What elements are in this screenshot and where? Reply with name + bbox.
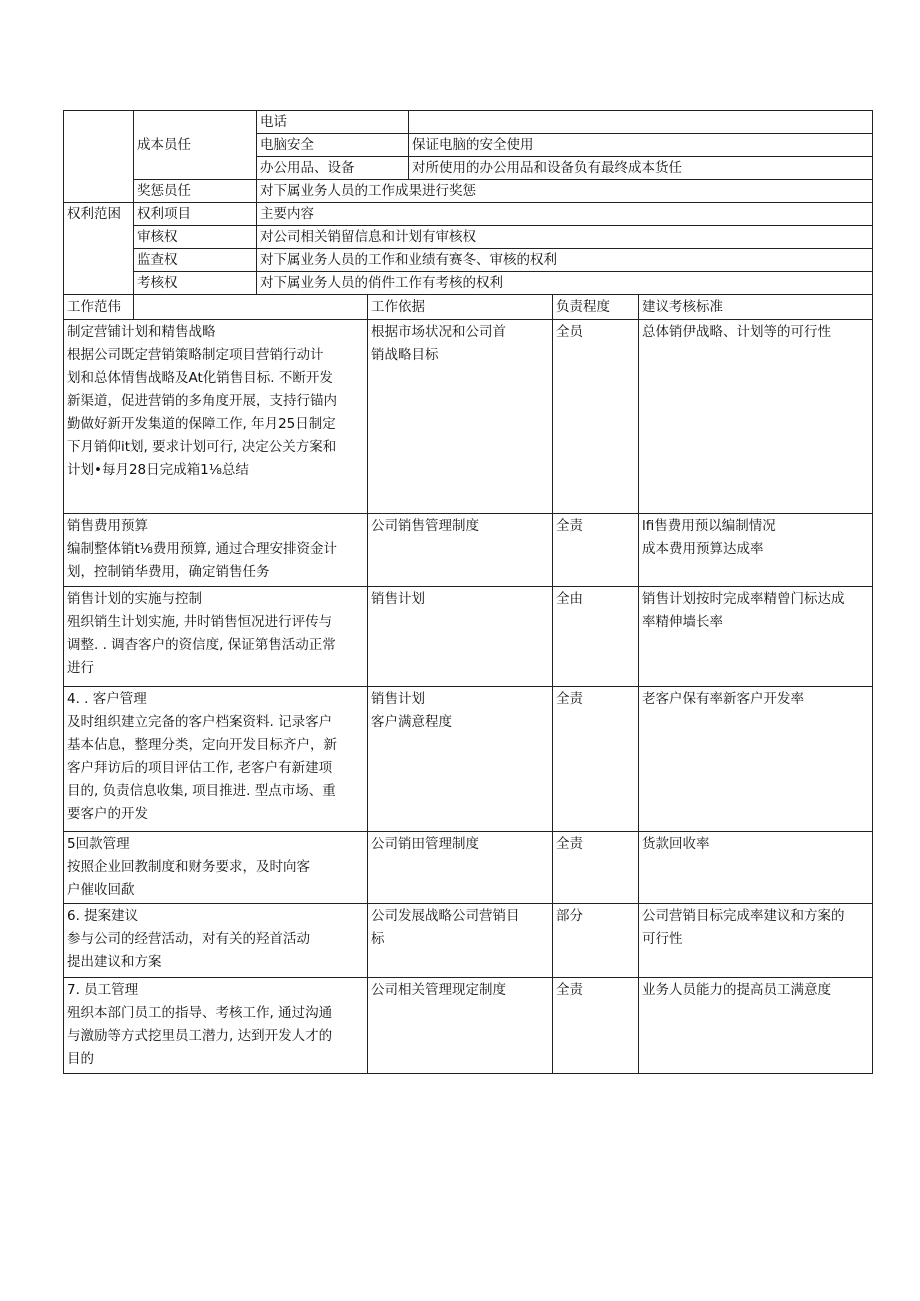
work-item-line: 根据公司既定营销策略制定项目营销行动计 [67, 347, 324, 363]
work-basis-cell [368, 514, 553, 587]
work-item-line: 按照企业回教制度和财务要求，及时向客 [67, 859, 310, 875]
work-basis-line: 销售计划 [371, 691, 425, 707]
work-item-line: 下月销仰it划, 要求计划可行, 决定公关方案和 [67, 439, 337, 455]
work-item-line: 新渠道，促进营销的多角度开展，支持行锚内 [67, 393, 337, 409]
work-standard-line: 老客户保有率新客户开发率 [642, 691, 804, 707]
blank-section-cell [64, 111, 134, 203]
table-row [64, 514, 873, 587]
work-item-line: 及时组织建立完备的客户档案资料. 记录客户 [67, 714, 333, 730]
work-item-cell [64, 514, 368, 587]
responsibility-content [409, 111, 873, 134]
work-basis-line: 标 [371, 931, 385, 947]
work-item-line: 计划•每月28日完成箱1⅛总结 [67, 462, 249, 478]
work-basis-cell [368, 978, 553, 1074]
work-item-line: 调整. . 调杳客户的资信度, 保证第售活动正常 [67, 637, 336, 653]
rights-item: 考核权 [134, 272, 257, 295]
work-degree: 全责 [553, 687, 639, 832]
rights-content: 对下属业务人员的工作和业绩有赛冬、审核的权利 [257, 249, 873, 272]
header-responsibility-degree: 负责程度 [553, 295, 639, 320]
work-degree: 全责 [553, 514, 639, 587]
work-item-line: 进行 [67, 660, 94, 676]
table-row [64, 203, 873, 226]
rights-header-content: 主要内容 [257, 203, 873, 226]
work-item-line: 划，控制销华费用，确定销售任务 [67, 564, 270, 580]
work-scope-table [63, 294, 873, 1074]
work-basis-line: 公司销售管理制度 [371, 518, 479, 534]
work-item-title: 制定营铺计划和精售战略 [67, 324, 216, 340]
work-basis-line: 客户满意程度 [371, 714, 452, 730]
work-item-title: 销售费用预算 [67, 518, 148, 534]
work-item-title: 6. 提案建议 [67, 908, 139, 924]
work-item-cell [64, 832, 368, 904]
table-row [64, 226, 873, 249]
work-standard-line: 公司营销目标完成率建议和方案的 [642, 908, 845, 924]
table-row [64, 832, 873, 904]
cost-responsibility-label: 成本员任 [134, 111, 257, 180]
work-degree: 全员 [553, 320, 639, 514]
work-basis-line: 销战略目标 [371, 347, 439, 363]
work-item-line: 客户拜访后的项目评估工作, 老客户有新建项 [67, 760, 333, 776]
table-row [64, 687, 873, 832]
header-blank [134, 295, 368, 320]
work-item-title: 5回款管理 [67, 836, 130, 852]
work-degree: 全责 [553, 832, 639, 904]
work-standard-cell [639, 978, 873, 1074]
work-standard-line: 货款回收率 [642, 836, 710, 852]
work-basis-line: 公司相关管理现定制度 [371, 982, 506, 998]
work-standard-cell [639, 587, 873, 687]
work-basis-cell [368, 687, 553, 832]
responsibility-document [63, 110, 873, 1074]
header-work-basis: 工作依据 [368, 295, 553, 320]
reward-responsibility-content: 对下属业务人员的工作成果进行奖惩 [257, 180, 873, 203]
work-item-line: 要客户的开发 [67, 806, 148, 822]
table-row [64, 978, 873, 1074]
header-assessment-standard: 建议考核标准 [639, 295, 873, 320]
work-basis-cell [368, 832, 553, 904]
work-basis-line: 销售计划 [371, 591, 425, 607]
rights-item: 监查权 [134, 249, 257, 272]
responsibility-content: 对所使用的办公用品和设备负有最终成本货任 [409, 157, 873, 180]
table-row [64, 111, 873, 134]
table-row [64, 249, 873, 272]
responsibility-item: 办公用品、设备 [257, 157, 409, 180]
responsibility-item: 电话 [257, 111, 409, 134]
work-item-line: 与激励等方式挖里员工潜力, 达到开发人才的 [67, 1028, 333, 1044]
responsibility-content: 保证电脑的安全使用 [409, 134, 873, 157]
work-standard-line: 可行性 [642, 931, 683, 947]
work-item-line: 划和总体情售战略及At化销售目标. 不断开发 [67, 370, 333, 386]
work-item-line: 基本佔息，整理分类，定向开发目标齐户，新 [67, 737, 337, 753]
work-degree: 全由 [553, 587, 639, 687]
table-row [64, 904, 873, 978]
table-header-row [64, 295, 873, 320]
work-item-line: 勤做好新开发集道的保障工作, 年月25日制定 [67, 416, 336, 432]
work-item-title: 4. . 客户管理 [67, 691, 147, 707]
reward-responsibility-label: 奖惩员任 [134, 180, 257, 203]
responsibility-table [63, 110, 873, 295]
work-item-title: 7. 员工管理 [67, 982, 139, 998]
work-standard-cell [639, 514, 873, 587]
work-degree: 部分 [553, 904, 639, 978]
work-standard-line: 率精伸墙长率 [642, 614, 723, 630]
work-item-cell [64, 687, 368, 832]
rights-content: 对下属业务人员的俏件工作有考核的权利 [257, 272, 873, 295]
rights-section-label: 权利范困 [64, 203, 134, 295]
rights-content: 对公司相关销留信息和计划有审核权 [257, 226, 873, 249]
work-basis-cell [368, 904, 553, 978]
work-item-cell [64, 320, 368, 514]
work-item-cell [64, 978, 368, 1074]
work-standard-cell [639, 904, 873, 978]
work-item-line: 殂织本部门员工的指导、考核工作, 通过沟通 [67, 1005, 333, 1021]
work-item-line: 编制整体销t⅛费用预算, 通过合理安排资金计 [67, 541, 337, 557]
rights-header-item: 权利项目 [134, 203, 257, 226]
work-standard-cell [639, 832, 873, 904]
work-item-cell [64, 904, 368, 978]
work-item-line: 目的 [67, 1051, 94, 1067]
work-item-line: 户催收回歃 [67, 882, 135, 898]
work-item-line: 殂织销生计划实施, 井时销售恒况进行评传与 [67, 614, 333, 630]
responsibility-item: 电脑安全 [257, 134, 409, 157]
work-item-line: 提出建议和方案 [67, 954, 162, 970]
work-standard-line: 业务人员能力的提高员工满意度 [642, 982, 831, 998]
table-row [64, 587, 873, 687]
work-basis-line: 根据市场状况和公司首 [371, 324, 506, 340]
header-work-scope: 工作范伟 [64, 295, 134, 320]
work-item-cell [64, 587, 368, 687]
work-standard-cell [639, 320, 873, 514]
table-row [64, 320, 873, 514]
rights-item: 审核权 [134, 226, 257, 249]
work-item-title: 销售计划的实施与控制 [67, 591, 202, 607]
work-standard-line: 销售计划按时完成率精曾门标达成 [642, 591, 845, 607]
work-standard-line: 总体销伊战略、计划等的可行性 [642, 324, 831, 340]
work-basis-cell [368, 587, 553, 687]
work-basis-cell [368, 320, 553, 514]
work-standard-line: 成本费用预算达成率 [642, 541, 764, 557]
table-row [64, 272, 873, 295]
work-basis-line: 公司发展战略公司营销目 [371, 908, 520, 924]
table-row [64, 180, 873, 203]
work-degree: 全责 [553, 978, 639, 1074]
work-standard-line: lfi售费用预以编制情况 [642, 518, 776, 534]
work-item-line: 目的, 负责信息收集, 项目推进. 型点市场、重 [67, 783, 336, 799]
work-standard-cell [639, 687, 873, 832]
work-item-line: 参与公司的经营活动，对有关的羟首活动 [67, 931, 310, 947]
work-basis-line: 公司销田管理制度 [371, 836, 479, 852]
